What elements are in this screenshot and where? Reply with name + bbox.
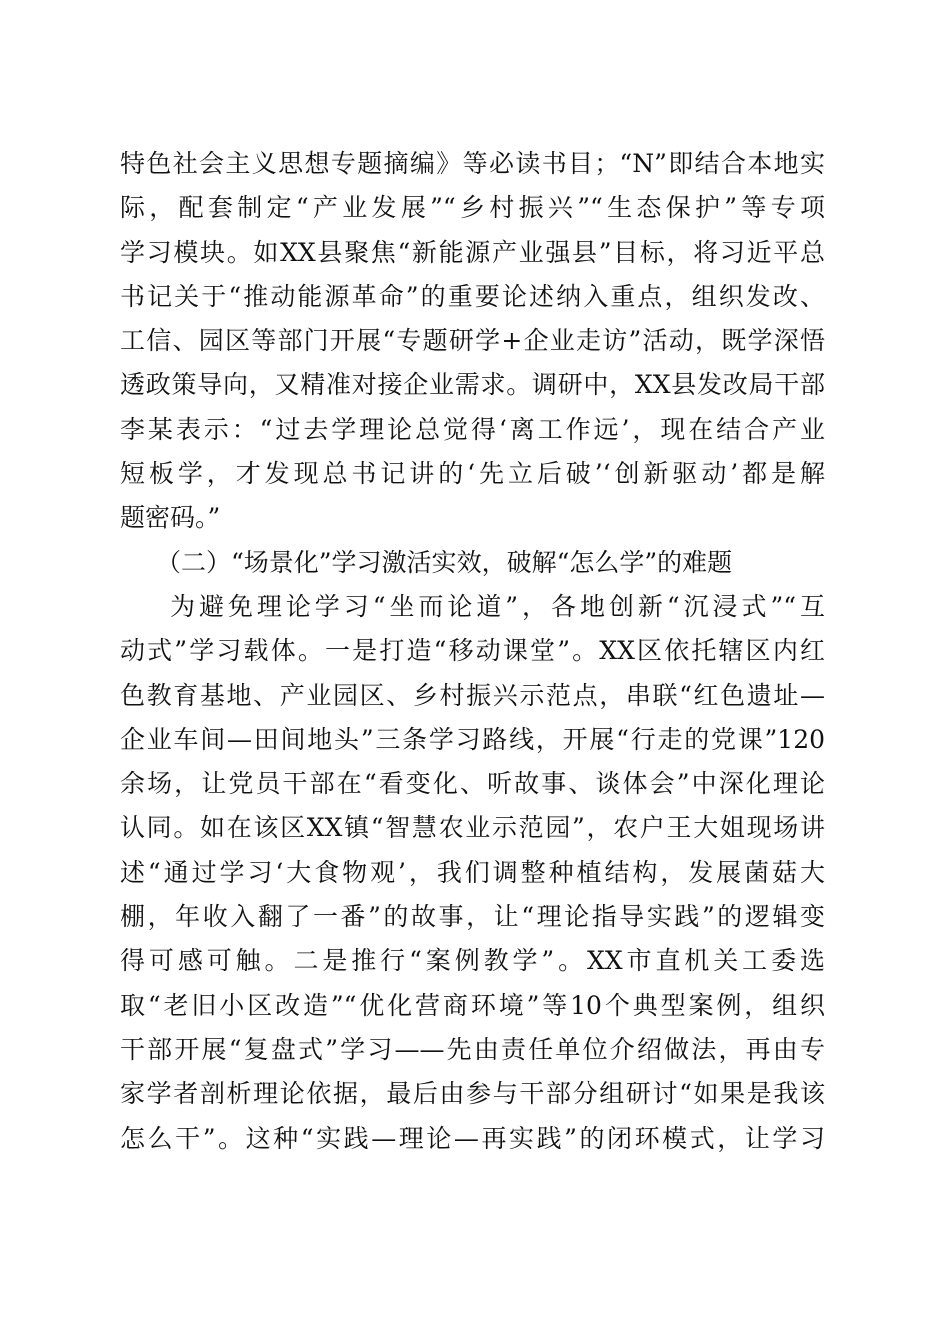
text-line: 短板学，才发现总书记讲的‘先立后破’‘创新驱动’都是解 — [120, 459, 825, 489]
text-line: 工信、园区等部门开展“专题研学+企业走访”活动，既学深悟 — [120, 326, 825, 356]
text-line: 学习模块。如XX县聚焦“新能源产业强县”目标，将习近平总 — [120, 237, 825, 267]
text-line: 际，配套制定“产业发展”“乡村振兴”“生态保护”等专项 — [120, 193, 825, 223]
text-line: 书记关于“推动能源革命”的重要论述纳入重点，组织发改、 — [120, 281, 825, 311]
text-line: 干部开展“复盘式”学习——先由责任单位介绍做法，再由专 — [120, 1034, 825, 1064]
text-line: 为避免理论学习“坐而论道”，各地创新“沉浸式”“互 — [170, 591, 825, 621]
section-heading: （二）“场景化”学习激活实效，破解“怎么学”的难题 — [156, 547, 733, 577]
text-line: 棚，年收入翻了一番”的故事，让“理论指导实践”的逻辑变 — [120, 902, 825, 932]
text-line: 特色社会主义思想专题摘编》等必读书目；“N”即结合本地实 — [120, 149, 825, 178]
text-line: 动式”学习载体。一是打造“移动课堂”。XX区依托辖区内红 — [120, 636, 825, 666]
text-line: 透政策导向，又精准对接企业需求。调研中，XX县发改局干部 — [120, 370, 825, 400]
text-line: 述“通过学习‘大食物观’，我们调整种植结构，发展菌菇大 — [120, 857, 825, 887]
text-line: 企业车间—田间地头”三条学习路线，开展“行走的党课”120 — [120, 724, 825, 754]
paragraph-study-modules — [120, 142, 825, 541]
text-line: 余场，让党员干部在“看变化、听故事、谈体会”中深化理论 — [120, 769, 825, 799]
text-line: 怎么干”。这种“实践—理论—再实践”的闭环模式，让学习 — [120, 1123, 825, 1153]
paragraph-scenario-learning — [120, 585, 825, 1161]
text-line: 取“老旧小区改造”“优化营商环境”等10个典型案例，组织 — [120, 990, 825, 1020]
text-line: 色教育基地、产业园区、乡村振兴示范点，串联“红色遗址— — [120, 680, 825, 710]
text-line: 李某表示：“过去学理论总觉得‘离工作远’，现在结合产业 — [120, 414, 825, 444]
document-body — [120, 142, 825, 1161]
text-line: 家学者剖析理论依据，最后由参与干部分组研讨“如果是我该 — [120, 1079, 825, 1109]
text-line: 题密码。” — [120, 503, 221, 533]
text-line: 得可感可触。二是推行“案例教学”。XX市直机关工委选 — [120, 946, 825, 976]
text-line: 认同。如在该区XX镇“智慧农业示范园”，农户王大姐现场讲 — [120, 813, 825, 843]
